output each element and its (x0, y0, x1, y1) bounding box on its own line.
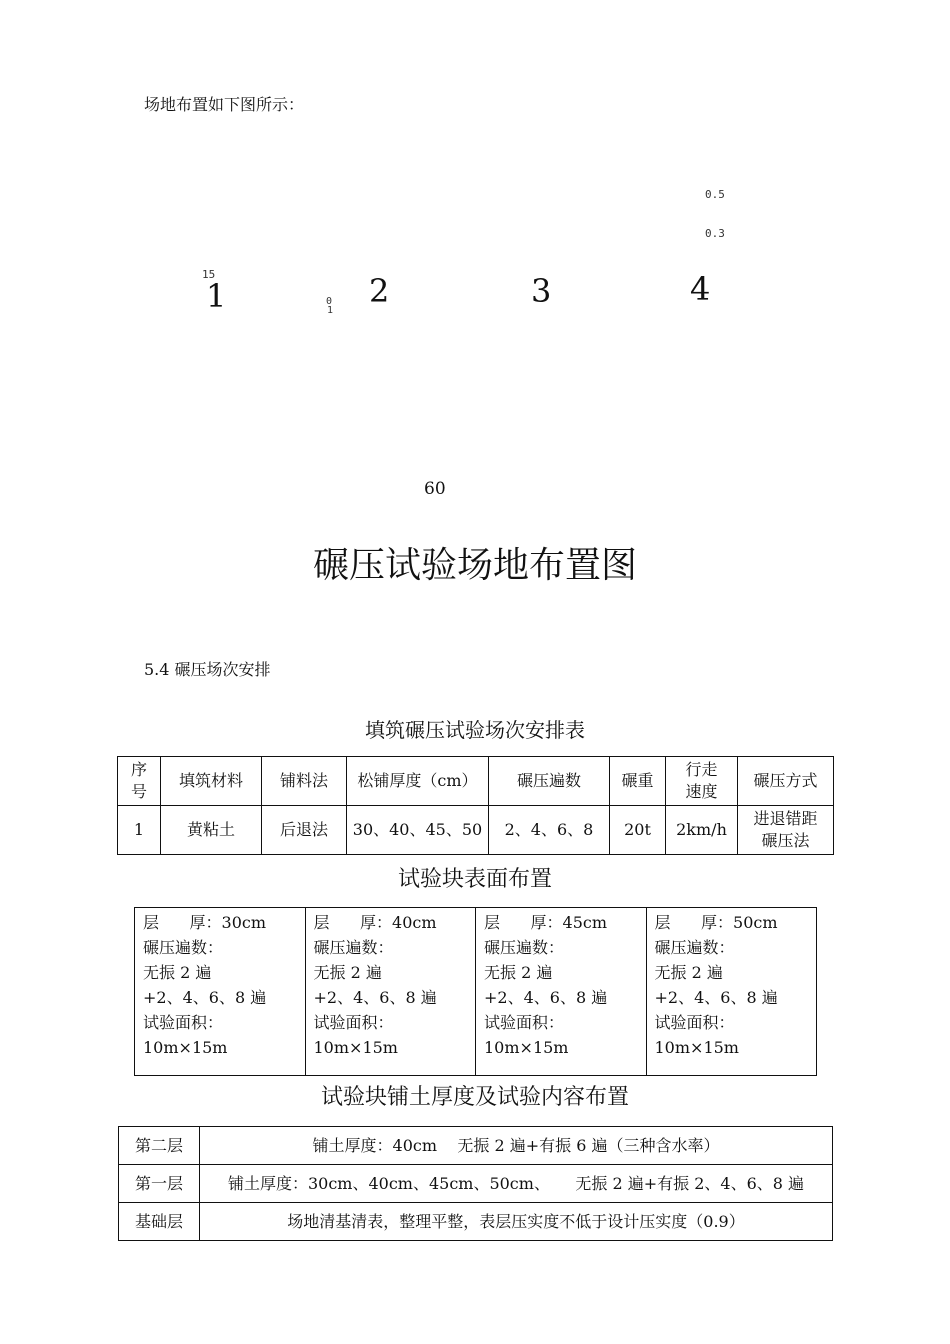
surface-passes-2: +2、4、6、8 遍 (484, 988, 608, 1007)
surface-passes-1: 无振 2 遍 (654, 963, 723, 982)
surface-thickness: 层 厚：40cm (313, 913, 437, 932)
mark-0-5: 0.5 (705, 188, 725, 201)
layer-row (119, 1127, 833, 1165)
schedule-header-row (118, 757, 834, 806)
mark-0: 0 (326, 296, 333, 307)
layout-title: 碾压试验场地布置图 (312, 545, 637, 586)
cell-thickness: 30、40、45、50 (347, 806, 489, 855)
layer-content: 铺土厚度：40cm 无振 2 遍+有振 6 遍（三种含水率） (200, 1127, 833, 1165)
block-4-label: 4 (690, 270, 711, 308)
layer-content: 铺土厚度：30cm、40cm、45cm、50cm、 无振 2 遍+有振 2、4、6、8 遍 (200, 1165, 833, 1203)
cell-weight: 20t (610, 806, 666, 855)
intro-text: 场地布置如下图所示： (144, 95, 305, 114)
block-2-label: 2 (369, 272, 390, 310)
cell-material: 黄粘土 (161, 806, 262, 855)
header-weight: 碾重 (610, 757, 666, 806)
surface-passes-label: 碾压遍数： (654, 938, 735, 957)
surface-cell-4 (646, 908, 817, 1076)
schedule-row (118, 806, 834, 855)
width-label: 60 (424, 479, 446, 499)
surface-passes-2: +2、4、6、8 遍 (143, 988, 267, 1007)
layer-name: 第一层 (119, 1165, 200, 1203)
surface-area: 10m×15m (143, 1038, 228, 1057)
surface-area: 10m×15m (313, 1038, 398, 1057)
surface-area-label: 试验面积： (484, 1013, 565, 1032)
surface-thickness: 层 厚：30cm (143, 913, 267, 932)
header-mode: 碾压方式 (738, 757, 834, 806)
surface-passes-2: +2、4、6、8 遍 (654, 988, 778, 1007)
surface-area: 10m×15m (654, 1038, 739, 1057)
surface-passes-label: 碾压遍数： (143, 938, 224, 957)
layers-table (118, 1126, 833, 1241)
surface-area-label: 试验面积： (654, 1013, 735, 1032)
block-3-label: 3 (531, 272, 552, 310)
cell-passes: 2、4、6、8 (489, 806, 610, 855)
layer-row (119, 1165, 833, 1203)
cell-speed: 2km/h (666, 806, 738, 855)
header-index: 序号 (118, 757, 161, 806)
surface-area-label: 试验面积： (143, 1013, 224, 1032)
layers-caption: 试验块铺土厚度及试验内容布置 (320, 1085, 629, 1110)
mark-1: 1 (327, 305, 334, 316)
surface-row (135, 908, 817, 1076)
header-passes: 碾压遍数 (489, 757, 610, 806)
surface-passes-label: 碾压遍数： (313, 938, 394, 957)
header-material: 填筑材料 (161, 757, 262, 806)
surface-area: 10m×15m (484, 1038, 569, 1057)
section-heading: 5.4 碾压场次安排 (144, 660, 271, 679)
cell-mode: 进退错距碾压法 (738, 806, 834, 855)
cell-index: 1 (118, 806, 161, 855)
mark-0-3: 0.3 (705, 227, 725, 240)
surface-thickness: 层 厚：50cm (654, 913, 778, 932)
layer-name: 基础层 (119, 1203, 200, 1241)
cell-method: 后退法 (262, 806, 347, 855)
header-thickness: 松铺厚度（cm） (347, 757, 489, 806)
surface-cell-1 (135, 908, 306, 1076)
surface-cell-2 (305, 908, 476, 1076)
surface-table (134, 907, 817, 1076)
header-speed: 行走速度 (666, 757, 738, 806)
schedule-table (117, 756, 834, 855)
surface-caption: 试验块表面布置 (397, 867, 552, 892)
surface-passes-1: 无振 2 遍 (484, 963, 553, 982)
header-method: 铺料法 (262, 757, 347, 806)
schedule-caption: 填筑碾压试验场次安排表 (365, 718, 585, 742)
surface-area-label: 试验面积： (313, 1013, 394, 1032)
mark-15: 15 (202, 268, 216, 281)
surface-thickness: 层 厚：45cm (484, 913, 608, 932)
surface-cell-3 (476, 908, 647, 1076)
surface-passes-1: 无振 2 遍 (313, 963, 382, 982)
surface-passes-1: 无振 2 遍 (143, 963, 212, 982)
block-1-label: 1 (206, 277, 227, 315)
layer-row (119, 1203, 833, 1241)
surface-passes-2: +2、4、6、8 遍 (313, 988, 437, 1007)
surface-passes-label: 碾压遍数： (484, 938, 565, 957)
layer-content: 场地清基清表，整理平整，表层压实度不低于设计压实度（0.9） (200, 1203, 833, 1241)
layer-name: 第二层 (119, 1127, 200, 1165)
